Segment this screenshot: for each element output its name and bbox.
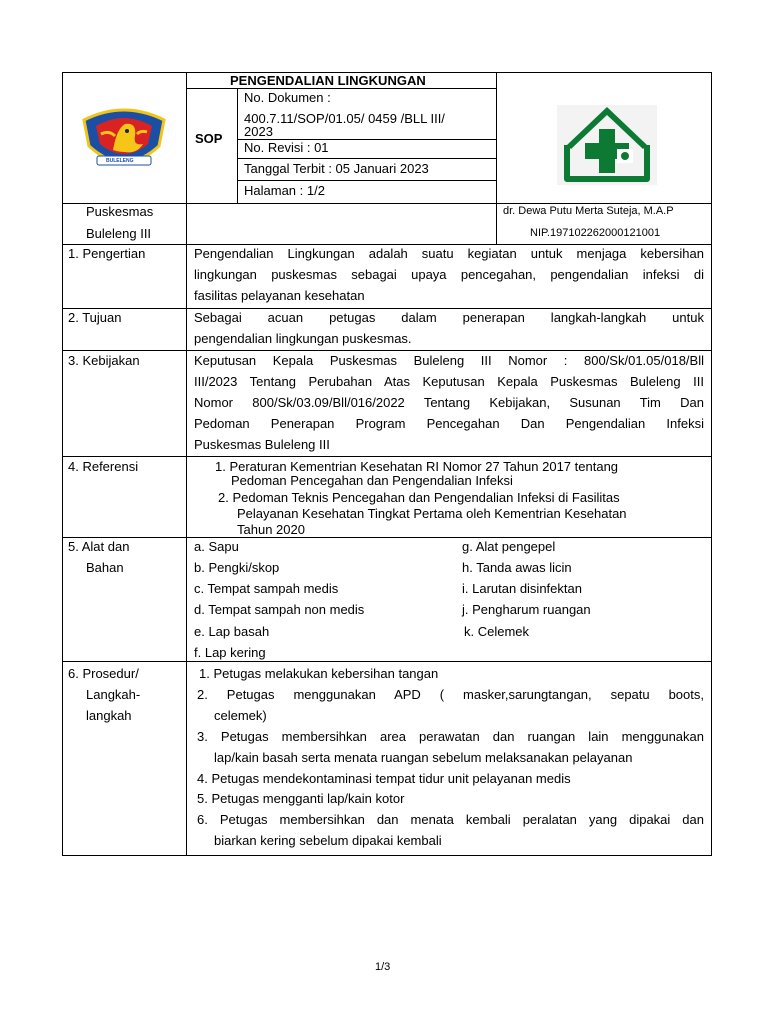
prosedur-step-3: 3. Petugas membersihkan area perawatan dan ruangan lain menggunakan	[197, 729, 704, 744]
no-dokumen-value-cont: 2023	[244, 124, 273, 139]
column-divider-sop	[237, 88, 238, 203]
section-label-alat-bahan: 5. Alat dan	[68, 539, 130, 554]
section-label-prosedur: 6. Prosedur/	[68, 666, 139, 681]
table-border-bottom	[62, 855, 712, 856]
referensi-item-1: 1. Peraturan Kementrian Kesehatan RI Nomor 27 Tahun 2017 tentang	[215, 459, 619, 474]
alat-bahan-item: j. Pengharum ruangan	[462, 602, 591, 617]
section-label-tujuan: 2. Tujuan	[68, 310, 122, 325]
unit-name-cont: Buleleng III	[86, 226, 152, 241]
emblem-banner-text: BULELENG	[106, 158, 134, 164]
alat-bahan-item: h. Tanda awas licin	[462, 560, 572, 575]
alat-bahan-item: i. Larutan disinfektan	[462, 581, 582, 596]
puskesmas-health-cross-icon	[557, 105, 657, 185]
alat-bahan-item: e. Lap basah	[194, 624, 270, 639]
row-divider-kebijakan	[62, 456, 712, 457]
alat-bahan-item: k. Celemek	[464, 624, 530, 639]
column-divider-right-logo	[496, 72, 497, 244]
signatory-name: dr. Dewa Putu Merta Suteja, M.A.P	[503, 205, 674, 217]
alat-bahan-item: c. Tempat sampah medis	[194, 581, 339, 596]
pengertian-text-line: fasilitas pelayanan kesehatan	[194, 288, 365, 303]
alat-bahan-item: d. Tempat sampah non medis	[194, 602, 365, 617]
row-divider-tanggal	[237, 180, 496, 181]
table-border-right	[711, 72, 712, 856]
no-dokumen-label: No. Dokumen :	[244, 90, 331, 105]
page-number: 1/3	[375, 961, 391, 973]
row-divider-pengertian	[62, 308, 712, 309]
prosedur-step-1: 1. Petugas melakukan kebersihan tangan	[199, 666, 439, 681]
alat-bahan-item: b. Pengki/skop	[194, 560, 280, 575]
prosedur-step-2: 2. Petugas menggunakan APD ( masker,sarungtangan, sepatu boots,	[197, 687, 704, 702]
referensi-item-1-cont: Pedoman Pencegahan dan Pengendalian Infeksi	[231, 473, 513, 488]
kebijakan-text-line: Nomor 800/Sk/03.09/Bll/016/2022 Tentang Kebijakan, Susunan Tim Dan	[194, 395, 704, 410]
signatory-nip: NIP.197102262000121001	[530, 227, 661, 239]
kebijakan-text-line: III/2023 Tentang Perubahan Atas Keputusan Kepala Puskesmas Buleleng III	[194, 374, 704, 389]
pengertian-text-line: Pengendalian Lingkungan adalah suatu kegiatan untuk menjaga kebersihan	[194, 246, 704, 261]
title-underline	[186, 88, 496, 89]
referensi-item-2-cont: Tahun 2020	[237, 522, 305, 537]
section-label-alat-bahan-cont: Bahan	[86, 560, 124, 575]
no-revisi: No. Revisi : 01	[244, 140, 329, 155]
alat-bahan-item: g. Alat pengepel	[462, 539, 556, 554]
halaman: Halaman : 1/2	[244, 183, 325, 198]
column-divider-label	[186, 72, 187, 856]
section-label-referensi: 4. Referensi	[68, 459, 139, 474]
tujuan-text-line: Sebagai acuan petugas dalam penerapan langkah-langkah untuk	[194, 310, 704, 325]
row-divider-tujuan	[62, 350, 712, 351]
row-divider-alat-bahan	[62, 661, 712, 662]
unit-name: Puskesmas	[86, 204, 154, 219]
section-label-prosedur-cont: Langkah-	[86, 687, 141, 702]
prosedur-step-6-cont: biarkan kering sebelum dipakai kembali	[214, 833, 442, 848]
referensi-item-2: 2. Pedoman Teknis Pencegahan dan Pengendalian Infeksi di Fasilitas	[218, 490, 620, 505]
buleleng-regency-emblem-icon	[79, 104, 169, 174]
section-label-prosedur-cont: langkah	[86, 708, 132, 723]
kebijakan-text-line: Puskesmas Buleleng III	[194, 437, 330, 452]
prosedur-step-3-cont: lap/kain basah serta menata ruangan sebelum melaksanakan pelayanan	[214, 750, 633, 765]
tujuan-text-line: pengendalian lingkungan puskesmas.	[194, 331, 412, 346]
prosedur-step-2-cont: celemek)	[214, 708, 267, 723]
section-label-kebijakan: 3. Kebijakan	[68, 353, 140, 368]
row-divider-revisi	[237, 158, 496, 159]
document-title: PENGENDALIAN LINGKUNGAN	[230, 73, 426, 88]
row-divider-referensi	[62, 537, 712, 538]
prosedur-step-5: 5. Petugas mengganti lap/kain kotor	[197, 791, 405, 806]
alat-bahan-item: a. Sapu	[194, 539, 239, 554]
table-border-left	[62, 72, 63, 856]
prosedur-step-6: 6. Petugas membersihkan dan menata kembali peralatan yang dipakai dan	[197, 812, 704, 827]
sop-label: SOP	[195, 131, 223, 146]
kebijakan-text-line: Keputusan Kepala Puskesmas Buleleng III Nomor : 800/Sk/01.05/018/Bll	[194, 353, 704, 368]
pengertian-text-line: lingkungan puskesmas sebagai upaya pencegahan, pengendalian infeksi di	[194, 267, 704, 282]
alat-bahan-item: f. Lap kering	[194, 645, 266, 660]
tanggal-terbit: Tanggal Terbit : 05 Januari 2023	[244, 161, 429, 176]
row-divider-unit	[62, 244, 712, 245]
prosedur-step-4: 4. Petugas mendekontaminasi tempat tidur unit pelayanan medis	[197, 771, 571, 786]
referensi-item-2-cont: Pelayanan Kesehatan Tingkat Pertama oleh Kementrian Kesehatan	[237, 506, 627, 521]
header-bottom-line	[62, 203, 712, 204]
kebijakan-text-line: Pedoman Penerapan Program Pencegahan Dan Pengendalian Infeksi	[194, 416, 704, 431]
no-dokumen-value: 400.7.11/SOP/01.05/ 0459 /BLL III/	[244, 111, 445, 126]
section-label-pengertian: 1. Pengertian	[68, 246, 146, 261]
